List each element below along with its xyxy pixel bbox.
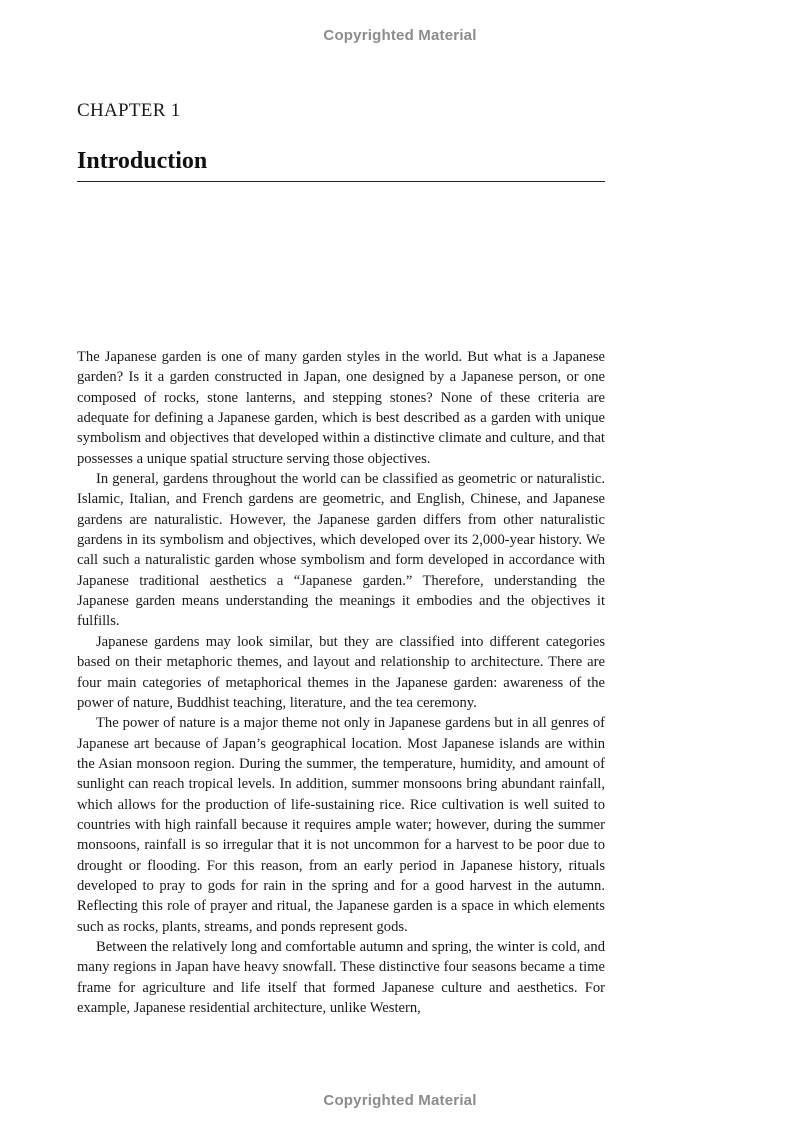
paragraph-3: Japanese gardens may look similar, but they are classified into different categories based on their metaphoric themes, and layout and relationship to architecture. There are four main categories of metaphorical themes in the Japanese garden: awareness of the power of nature, Buddhist teaching, literature, and the tea ceremony.: [77, 633, 605, 711]
paragraph-4: The power of nature is a major theme not only in Japanese gardens but in all genres of Japanese art because of Japan’s geographical location. Most Japanese islands are within the Asian monsoon region. During the summer, the temperature, humidity, and amount of sunlight can reach tropical levels. In addition, summer monsoons bring abundant rainfall, which allows for the production of life-sustaining rice. Rice cultivation is well suited to countries with high rainfall because it requires ample water; however, during the summer monsoons, rainfall is so irregular that it is not uncommon for a harvest to be poor due to drought or flooding. For this reason, from an early period in Japanese history, rituals developed to pray to gods for rain in the spring and for a good harvest in the autumn. Reflecting this role of prayer and ritual, the Japanese garden is a space in which elements such as rocks, plants, streams, and ponds represent gods.: [77, 715, 605, 935]
paragraph-1: The Japanese garden is one of many garden styles in the world. But what is a Japanese garden? Is it a garden constructed in Japan, one designed by a Japanese person, or one composed of rocks, stone lanterns, and stepping stones? None of these criteria are adequate for defining a Japanese garden, which is best described as a garden with unique symbolism and objectives that developed within a distinctive climate and culture, and that possesses a unique spatial structure serving those objectives.: [77, 349, 605, 467]
copyright-watermark-top: Copyrighted Material: [323, 27, 477, 44]
paragraph-2: In general, gardens throughout the world can be classified as geometric or naturalistic. Islamic, Italian, and French gardens are geometric, and English, Chinese, and Japanese gardens are naturalistic. However, the Japanese garden differs from other naturalistic gardens in its symbolism and objectives, which developed over its 2,000-year history. We call such a naturalistic garden whose symbolism and form developed in accordance with Japanese traditional aesthetics a “Japanese garden.” Therefore, understanding the Japanese garden means understanding the meanings it embodies and the objectives it fulfills.: [77, 471, 605, 630]
body-text: [77, 347, 605, 1018]
paragraph-5: Between the relatively long and comfortable autumn and spring, the winter is cold, and many regions in Japan have heavy snowfall. These distinctive four seasons became a time frame for agriculture and life itself that formed Japanese culture and aesthetics. For example, Japanese residential architecture, unlike Western,: [77, 938, 605, 1016]
copyright-watermark-bottom: Copyrighted Material: [323, 1092, 477, 1109]
chapter-label: CHAPTER 1: [77, 100, 181, 121]
title-divider: [77, 181, 605, 182]
chapter-title: Introduction: [77, 148, 208, 174]
